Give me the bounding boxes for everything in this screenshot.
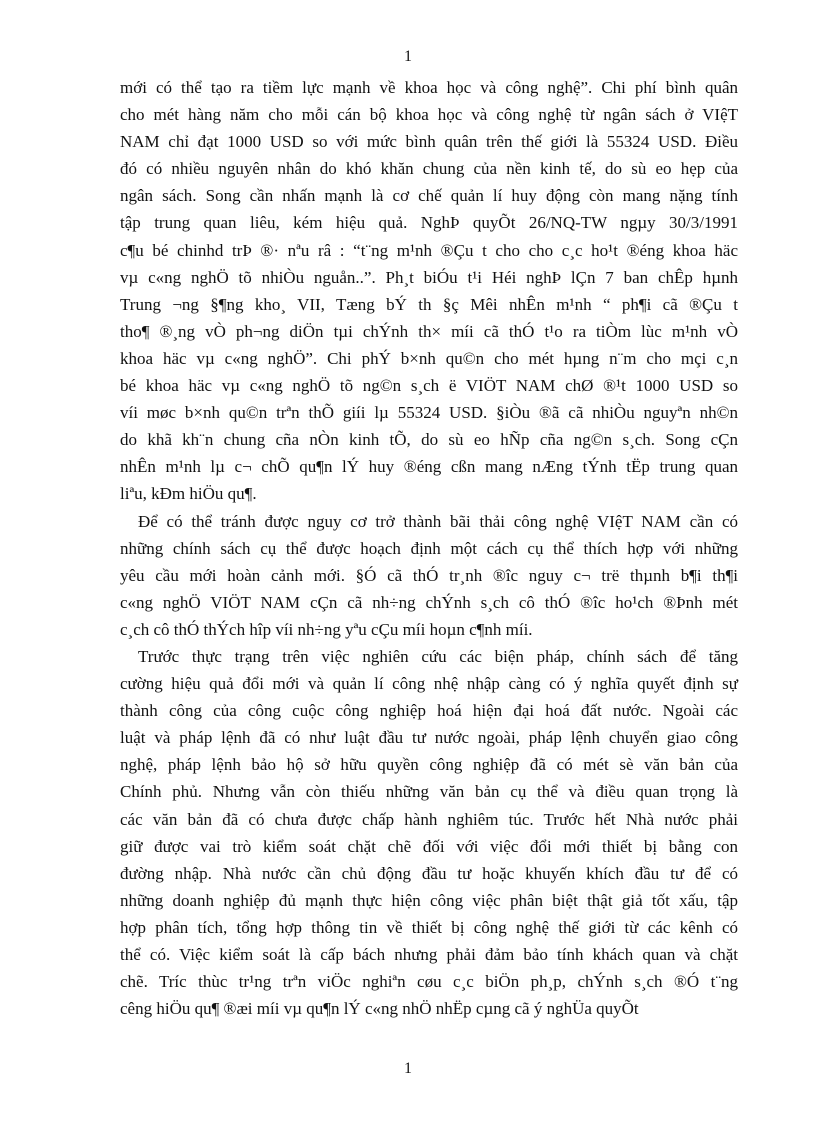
text-line: Chính phủ. Nhưng vẫn còn thiếu những văn bản cụ thể và điều quan trọng là [120, 782, 738, 802]
text-line: giữ được vai trò kiểm soát chặt chẽ đối với việc đổi mới thiết bị bằng con [120, 836, 738, 856]
text-line: đó có nhiều nguyên nhân do khó khăn chung của nền kinh tế, do sù eo hẹp của [120, 159, 738, 179]
text-line: đường nhập. Nhà nước cần chủ động đầu tư hoặc khuyến khích đầu tư để có [120, 863, 738, 883]
text-line: do khã kh¨n chung cña nÒn kinh tÕ, do sù eo hÑp cña ng©n s¸ch. Song cÇn [120, 430, 738, 450]
text-line: cêng hiÖu qu¶ ®æi míi vµ qu¶n lÝ c«ng nhÖ nhËp cµng cã ý nghÜa quyÕt [120, 999, 639, 1019]
text-line: ngân sách. Song cần nhấn mạnh là cơ chế quản lí huy động còn mang nặng tính [120, 186, 738, 206]
text-line: liªu, kÐm hiÖu qu¶. [120, 484, 257, 504]
page-number-bottom: 1 [404, 1060, 412, 1077]
text-line: những chính sách cụ thể được hoạch định một cách cụ thể thích hợp với những [120, 538, 738, 558]
text-line: tập trung quan liêu, kém hiệu quả. NghÞ quyÕt 26/NQ-TW ngµy 30/3/1991 [120, 213, 738, 233]
text-line: thành công của công cuộc công nghiệp hoá hiện đại hoá đất nước. Ngoài các [120, 701, 738, 721]
text-line: c¶u bé chinhd trÞ ®· nªu râ : “t¨ng m¹nh ®Çu t cho cho c¸c ho¹t ®éng khoa häc [120, 240, 738, 260]
text-line: nghệ, pháp lệnh bảo hộ sở hữu quyền công nghiệp đã có mét sè văn bản của [120, 755, 738, 775]
text-line: Trung ¬ng §¶ng kho¸ VII, Tæng bÝ th §ç Mêi nhÊn m¹nh “ ph¶i cã ®Çu t [120, 294, 738, 314]
text-line: chẽ. Tríc thùc tr¹ng trªn viÖc nghiªn cøu c¸c biÖn ph¸p, chÝnh s¸ch ®Ó t¨ng [120, 972, 738, 992]
text-line: các văn bản đã có chưa được chấp hành nghiêm túc. Trước hết Nhà nước phải [120, 809, 738, 829]
text-line: hợp phân tích, tổng hợp thông tin về thiết bị công nghệ thế giới từ các kênh có [120, 917, 738, 937]
text-line: c«ng nghÖ VIÖT NAM cÇn cã nh÷ng chÝnh s¸ch cô thÓ ®îc ho¹ch ®Þnh mét [120, 592, 738, 612]
text-line: những doanh nghiệp đủ mạnh thực hiện công việc phân biệt thật giả tốt xấu, tập [120, 890, 738, 910]
page-number-top: 1 [404, 48, 412, 65]
text-line: cho mét hàng năm cho mỗi cán bộ khoa học và công nghệ từ ngân sách ở VIệT [120, 105, 738, 125]
text-line: NAM chỉ đạt 1000 USD so với mức bình quân trên thế giới là 55324 USD. Điều [120, 132, 738, 152]
text-line: khoa häc vµ c«ng nghÖ”. Chi phÝ b×nh qu©n cho mét hµng n¨m cho mçi c¸n [120, 348, 738, 368]
text-line: c¸ch cô thÓ thÝch hîp víi nh÷ng yªu cÇu míi hoµn c¶nh míi. [120, 619, 533, 639]
body-text [120, 74, 738, 1022]
text-line: Trước thực trạng trên việc nghiên cứu các biện pháp, chính sách để tăng [138, 646, 738, 666]
text-line: vµ c«ng nghÖ tõ nhiÒu nguån..”. Ph¸t biÓu t¹i Héi nghÞ lÇn 7 ban chÊp hµnh [120, 267, 738, 287]
text-line: víi møc b×nh qu©n trªn thÕ giíi lµ 55324 USD. §iÒu ®ã cã nhiÒu nguyªn nh©n [120, 403, 738, 423]
text-line: tho¶ ®¸ng vÒ ph¬ng diÖn tµi chÝnh th× míi cã thÓ t¹o ra tiÒm lùc m¹nh vÒ [120, 321, 738, 341]
text-line: Để có thể tránh được nguy cơ trở thành bãi thải công nghệ VIệT NAM cần có [138, 511, 738, 531]
text-line: cường hiệu quả đổi mới và quản lí công nhệ nhập càng có ý nghĩa quyết định sự [120, 674, 738, 694]
text-line: yêu cầu mới hoàn cảnh mới. §Ó cã thÓ tr¸nh ®îc nguy c¬ trë thµnh b¶i th¶i [120, 565, 738, 585]
text-line: nhÊn m¹nh lµ c¬ chÕ qu¶n lÝ huy ®éng cßn mang nÆng tÝnh tËp trung quan [120, 457, 738, 477]
text-line: bé khoa häc vµ c«ng nghÖ tõ ng©n s¸ch ë VIÖT NAM chØ ®¹t 1000 USD so [120, 376, 738, 396]
text-line: mới có thể tạo ra tiềm lực mạnh về khoa học và công nghệ”. Chi phí bình quân [120, 78, 738, 97]
text-line: thể có. Việc kiểm soát là cấp bách nhưng phải đảm bảo tính khách quan và chặt [120, 945, 738, 964]
text-line: luật và pháp lệnh đã có như luật đầu tư nước ngoài, pháp lệnh chuyển giao công [120, 728, 738, 748]
